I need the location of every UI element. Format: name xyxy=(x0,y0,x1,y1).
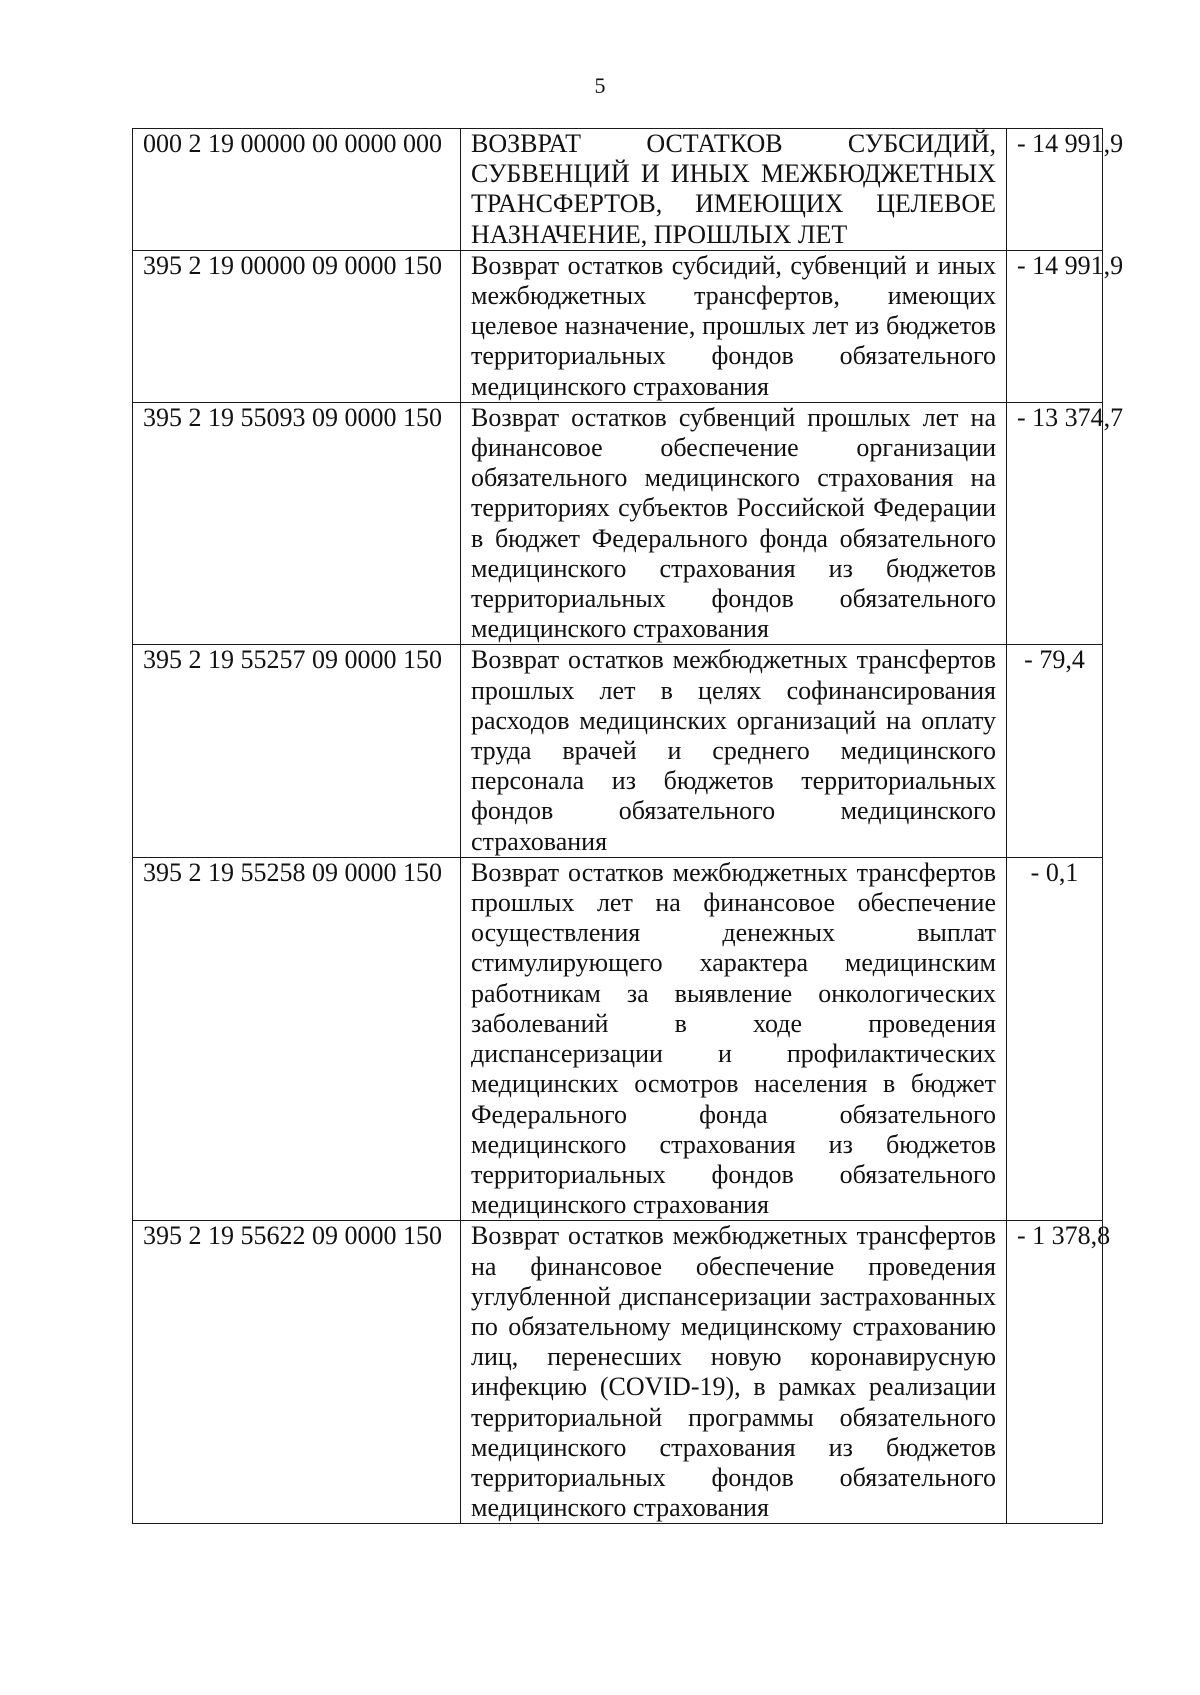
table-row xyxy=(133,1221,1103,1524)
description-cell: Возврат остатков межбюджетных трансфертов на финансовое обеспечение проведения углубленной диспансеризации застрахованных по обязательному медицинскому страхованию лиц, перенесших новую коронавирусную инфекцию (COVID-19), в рамках реализации территориальной программы обязательного медицинского страхования из бюджетов территориальных фондов обязательного медицинского страхования xyxy=(461,1221,1007,1524)
amount-cell: - 14 991,9 xyxy=(1007,129,1103,251)
amount-cell: - 13 374,7 xyxy=(1007,402,1103,645)
budget-code-cell: 395 2 19 55258 09 0000 150 xyxy=(133,857,461,1220)
amount-cell: - 1 378,8 xyxy=(1007,1221,1103,1524)
amount-cell: - 14 991,9 xyxy=(1007,250,1103,402)
description-cell: Возврат остатков межбюджетных трансфертов прошлых лет на финансовое обеспечение осуществления денежных выплат стимулирующего характера медицинским работникам за выявление онкологических заболеваний в ходе проведения диспансеризации и профилактических медицинских осмотров населения в бюджет Федерального фонда обязательного медицинского страхования из бюджетов территориальных фондов обязательного медицинского страхования xyxy=(461,857,1007,1220)
table-row xyxy=(133,129,1103,251)
budget-code-cell: 395 2 19 55093 09 0000 150 xyxy=(133,402,461,645)
table-row xyxy=(133,645,1103,857)
budget-table xyxy=(132,128,1124,1524)
budget-code-cell: 000 2 19 00000 00 0000 000 xyxy=(133,129,461,251)
table-row xyxy=(133,857,1103,1220)
table-row xyxy=(133,402,1103,645)
description-cell: Возврат остатков субвенций прошлых лет на финансовое обеспечение организации обязательного медицинского страхования на территориях субъектов Российской Федерации в бюджет Федерального фонда обязательного медицинского страхования из бюджетов территориальных фондов обязательного медицинского страхования xyxy=(461,402,1007,645)
budget-code-cell: 395 2 19 55622 09 0000 150 xyxy=(133,1221,461,1524)
page-number: 5 xyxy=(594,73,606,98)
budget-code-cell: 395 2 19 55257 09 0000 150 xyxy=(133,645,461,857)
description-cell: Возврат остатков межбюджетных трансфертов прошлых лет в целях софинансирования расходов медицинских организаций на оплату труда врачей и среднего медицинского персонала из бюджетов территориальных фондов обязательного медицинского страхования xyxy=(461,645,1007,857)
budget-code-cell: 395 2 19 00000 09 0000 150 xyxy=(133,250,461,402)
description-cell: Возврат остатков субсидий, субвенций и иных межбюджетных трансфертов, имеющих целевое назначение, прошлых лет из бюджетов территориальных фондов обязательного медицинского страхования xyxy=(461,250,1007,402)
table-row xyxy=(133,250,1103,402)
description-cell: ВОЗВРАТ ОСТАТКОВ СУБСИДИЙ, СУБВЕНЦИЙ И ИНЫХ МЕЖБЮДЖЕТНЫХ ТРАНСФЕРТОВ, ИМЕЮЩИХ ЦЕЛЕВОЕ НАЗНАЧЕНИЕ, ПРОШЛЫХ ЛЕТ xyxy=(461,129,1007,251)
amount-cell: - 0,1 xyxy=(1007,857,1103,1220)
amount-cell: - 79,4 xyxy=(1007,645,1103,857)
